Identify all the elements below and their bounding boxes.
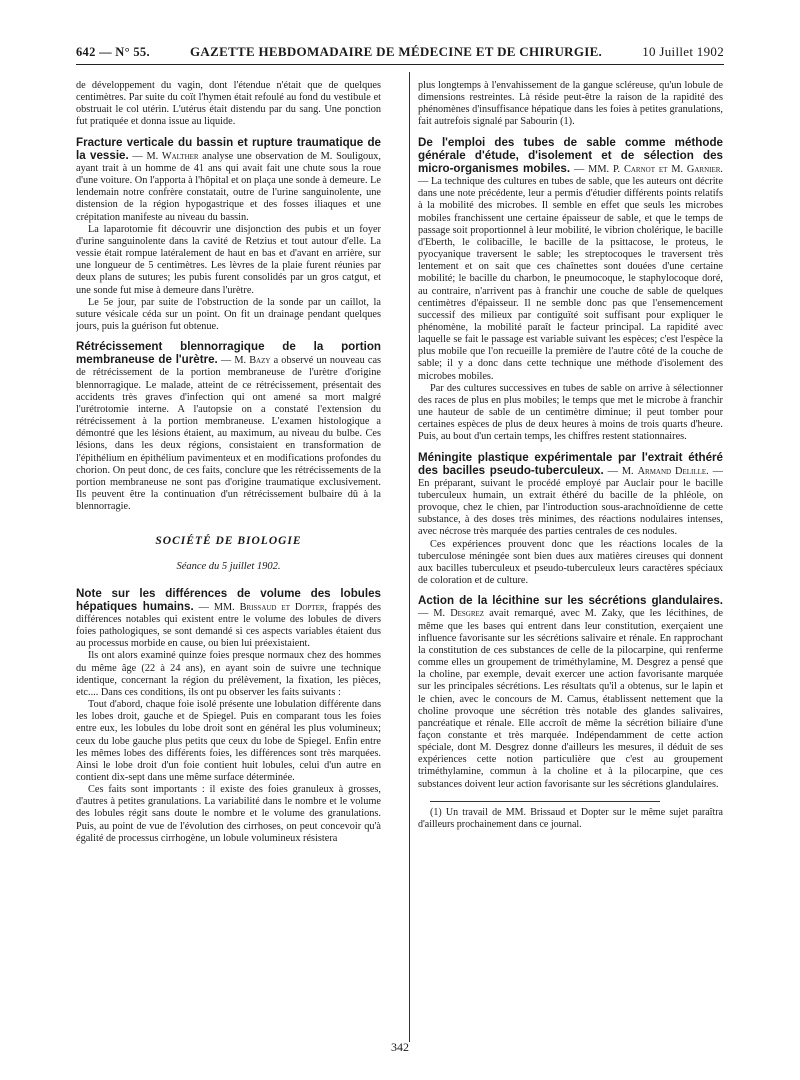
article-paragraph: — En préparant, suivant le procédé employé par Auclair pour le bacille tuberculeux humain, un extrait éthéré du bacille de la phléole, on provoque, chez le chien, par l'introduction sous-arachnoïdienne de cette substance, à des doses très minimes, des réactions nodulaires intenses, avec nécrose très marquée des parties centrales de ces nodules.: [418, 465, 723, 538]
continuation-paragraph: plus longtemps à l'envahissement de la gangue scléreuse, qu'un lobule de dimensions restreintes. Là réside peut-être la raison de la rapidité des phénomènes d'insuffisance hépatique dans les foies à petites granulations, fait autrefois signalé par Sabourin (1).: [418, 80, 723, 128]
article-title: Rétrécissement blennorragique de la portion membraneuse de l'urètre.: [76, 340, 381, 367]
article-fracture: Fracture verticale du bassin et rupture traumatique de la vessie. — M. Walther analyse une observation de M. Souligoux, ayant trait à un homme de 41 ans qui avait fait une chute sous la roue d'une voiture. On l'apporta à l'hôpital et on plaça une sonde à demeure. Le lendemain notre confrère constatait, outre de l'urine sanguinolente, une distension de la région hypogastrique et des fosses iliaques et une crépitation manifeste au niveau du bassin. La laparotomie fit découvrir une disjonction des pubis et un foyer d'urine sanguinolente dans la cavité de Retzius et tout autour d'elle. La vessie était rompue latéralement de haut en bas et d'avant en arrière, sur une longueur de 5 centimètres. Les lèvres de la plaie furent réunies par deux plans de sutures; les pubis furent consolidés par un gros catgut, et une sonde fut mise à demeure dans l'urètre. Le 5e jour, par suite de l'obstruction de la sonde par un caillot, la suture vésicale céda sur un point. On fit un drainage pendant quelques jours, puis la guérison fut obtenue.: [76, 135, 381, 332]
article-paragraph: avait remarqué, avec M. Zaky, que les lécithines, de même que les bases qui entrent dans leur constitution, exerçaient une influence favorisante sur les sécrétions salivaire et rénale. En rapprochant la constitution de ces substances de celle de la pilocarpine, qui renferme comme elles un groupement de triméthylamine, M. Desgrez a pensé que la choline, par exemple, devait exercer une action favorisante marquée sur les principales sécrétions. Les résultats qu'il a obtenus, sur le lapin et le chien, avec le concours de M. Camus, établissent nettement que la choline provoque une sécrétion très notable des glandes salivaires, pancréatique et rénale. Elle accroît de même la sécrétion biliaire d'une façon constante et très marquée. Indépendamment de cette action spéciale, dont M. Desgrez donne d'ailleurs les mesures, il déduit de ses expériences cette notion particulière que c'est au groupement triméthylamine, commun à la choline et à la pilocarpine, que ces substances doivent leur action favorisante sur les sécrétions glandulaires.: [418, 608, 723, 790]
article-author: Walther: [161, 150, 199, 162]
article-paragraph: La laparotomie fit découvrir une disjonction des pubis et un foyer d'urine sanguinolente dans la cavité de Retzius et tout autour d'elle. La vessie était rompue latéralement de haut en bas et d'avant en arrière, sur une longueur de 5 centimètres. Les lèvres de la plaie furent réunies par deux plans de sutures; les pubis furent consolidés par un gros catgut, et une sonde fut mise à demeure dans l'urètre.: [76, 223, 381, 296]
session-date: Séance du 5 juillet 1902.: [176, 561, 281, 573]
article-author: Bazy: [249, 355, 271, 367]
journal-title: GAZETTE HEBDOMADAIRE DE MÉDECINE ET DE CHIRURGIE.: [190, 44, 603, 59]
article-paragraph: Ces expériences prouvent donc que les réactions locales de la tuberculose méningée sont bien dues aux matières cireuses qui donnent aux bacilles tuberculeux et pseudo-tuberculeux leurs caractères spéciaux de coloration et de culture.: [418, 538, 723, 587]
article-tubes-de-sable: De l'emploi des tubes de sable comme méthode générale d'étude, d'isolement et de sélection des micro-organismes mobiles. — MM. P. Carnot et M. Garnier. — La technique des cultures en tubes de sable, que les auteurs ont décrite dans une note précédente, leur a permis d'étudier différents points relatifs à la mobilité des microbes. Il semble en effet que seuls les microbes mobiles franchissent une certaine épaisseur de sable, et que le temps de passage soit proportionnel à leur mobilité, le vibrion cholérique, le bacille d'Eberth, le colibacille, le bacille de la psittacose, le proteus, le pyocyanique traversent le sable; les streptocoques le traversent très lentement et on sait que ces chaînettes sont douées d'une certaine mobilité; le bacille du charbon, le pneumocoque, le staphylocoque doré, au contraire, n'arrivent pas à franchir une couche de sable de quelques centimètres d'épaisseur. Il ne semble donc pas que l'ensemencement successif des milieux par contiguïté soit suffisant pour expliquer le phénomène, la mobilité paraît le facteur principal. La rapidité avec laquelle se fait le passage est variable suivant les espèces; c'est l'espèce la plus mobile que l'on recueille la première de l'autre côté de la couche de sable; il y a donc dans cette technique une méthode d'isolement des microbes mobiles. Par des cultures successives en tubes de sable on arrive à sélectionner des races de plus en plus mobiles; le temps que met le microbe à franchir une hauteur de sable de un centimètre diminue; il peut tomber pour certaines espèces de plus de deux heures à moins de trois quarts d'heure. Puis, au bout d'un certain temps, les chiffres restent stationnaires.: [418, 135, 723, 443]
page-number: 342: [391, 1040, 409, 1054]
column-rule: [409, 72, 410, 1042]
article-paragraph: Tout d'abord, chaque foie isolé présente une lobulation différente dans les lobes droit, gauche et de Spiegel. Puis en comparant tous les foies entre eux, les lobules du lobe droit sont en général les plus volumineux; ceux du lobe gauche plus petits que ceux du lobe de Spiegel. Enfin entre les mêmes lobes des différents foies, les différences sont très marquées. Ainsi le lobe droit d'un foie contient huit lobules, celui d'un autre en contient dix-sept dans une même surface déterminée.: [76, 699, 381, 783]
footnote-rule: [430, 801, 660, 802]
article-paragraph: frappés des différences notables qui existent entre le volume des lobules de divers foies pathologiques, se sont demandé si ces aspects variables étaient dus au processus morbide en cause, ou bien lui préexistaient.: [76, 601, 381, 650]
article-lobules: Note sur les différences de volume des lobules hépatiques humains. — MM. Brissaud et Dopter, frappés des différences notables qui existent entre le volume des lobules de divers foies pathologiques, se sont demandé si ces aspects variables étaient dus au processus morbide en cause, ou bien lui préexistaient. Ils ont alors examiné quinze foies presque normaux chez des hommes du même âge (22 à 24 ans), en ayant soin de suivre une technique identique, concernant la région du prélèvement, la fixation, les pièces, etc.... Dans ces conditions, ils ont pu observer les faits suivants : Tout d'abord, chaque foie isolé présente une lobulation différente dans les lobes droit, gauche et de Spiegel. Puis en comparant tous les foies entre eux, les lobules du lobe droit sont en général les plus volumineux; ceux du lobe gauche plus petits que ceux du lobe de Spiegel. Enfin entre les mêmes lobes des différents foies, les différences sont très marquées. Ainsi le lobe droit d'un foie contient huit lobules, celui d'un autre en contient dix-sept dans une même surface déterminée. Ces faits sont importants : il existe des foies granuleux à grosses, d'autres à petites granulations. La variabilité dans le nombre et le volume des lobules régit sans doute le nombre et le volume des granulations. Puis, au point de vue de l'évolution des cirrhoses, on peut concevoir qu'à égalité de processus cirrhogène, un lobule volumineux résistera: [76, 586, 381, 844]
running-header: [76, 40, 724, 65]
article-paragraph: Ils ont alors examiné quinze foies presque normaux chez des hommes du même âge (22 à 24 ans), en ayant soin de suivre une technique identique, concernant la région du prélèvement, la fixation, les pièces, etc.... Dans ces conditions, ils ont pu observer les faits suivants :: [76, 650, 381, 698]
article-author: P. Carnot et M. Garnier.: [612, 163, 723, 175]
article-title: Méningite plastique expérimentale par l'extrait éthéré des bacilles pseudo-tuberculeux.: [418, 450, 723, 477]
article-paragraph: a observé un nouveau cas de rétrécissement de la portion membraneuse de l'urètre d'origine blennorragique. Le malade, atteint de ce rétrécissement, présentait des accidents très graves d'infection qui ont amené sa mort malgré l'urétrotomie interne. A l'autopsie on a constaté l'extension du rétrécissement à la portion membraneuse. L'examen histologique a démontré que les lésions étaient, au maximum, au niveau du bulbe. Ces lésions, dans les deux régions, consistaient en transformation de l'épithélium en épithélium pavimenteux et en modifications profondes du chorion. On peut donc, de ces faits, conclure que les rétrécissements de la portion membraneuse ne sont pas d'origine traumatique exclusivement. Ils peuvent être la continuation d'un rétrécissement bulbaire dû à la blennorragie.: [76, 355, 381, 513]
footnote: (1) Un travail de MM. Brissaud et Dopter sur le même sujet paraîtra d'ailleurs prochainement dans ce journal.: [418, 806, 723, 830]
article-lecithine: Action de la lécithine sur les sécrétions glandulaires. — M. Desgrez avait remarqué, avec M. Zaky, que les lécithines, de même que les bases qui entrent dans leur constitution, exerçaient une influence favorisante sur les sécrétions salivaire et rénale. En rapprochant la constitution de ces substances de celle de la pilocarpine, qui renferme comme elles un groupement de triméthylamine, M. Desgrez a pensé que la choline, par exemple, devait exercer une action favorisante marquée sur les principales sécrétions. Les résultats qu'il a obtenus, sur le lapin et le chien, avec le concours de M. Camus, établissent nettement que la choline provoque une sécrétion très notable des glandes salivaires, pancréatique et rénale. Elle accroît de même la sécrétion biliaire d'une façon constante et très marquée. Indépendamment de cette action spéciale, dont M. Desgrez donne d'ailleurs les mesures, il déduit de ses expériences cette notion particulière que c'est au groupement triméthylamine, commun à la choline et à la pilocarpine, que ces substances doivent leur action favorisante sur les sécrétions glandulaires.: [418, 594, 723, 790]
article-retrecissement: Rétrécissement blennorragique de la portion membraneuse de l'urètre. — M. Bazy a observé un nouveau cas de rétrécissement de la portion membraneuse de l'urètre d'origine blennorragique. Le malade, atteint de ce rétrécissement, présentait des accidents très graves d'infection qui ont amené sa mort malgré l'urétrotomie interne. A l'autopsie on a constaté l'extension du rétrécissement à la portion membraneuse. L'examen histologique a démontré que les lésions étaient, au maximum, au niveau du bulbe. Ces lésions, dans les deux régions, consistaient en transformation de l'épithélium en épithélium pavimenteux et en modifications profondes du chorion. On peut donc, de ces faits, conclure que les rétrécissements de la portion membraneuse ne sont pas d'origine traumatique exclusivement. Ils peuvent être la continuation d'un rétrécissement bulbaire dû à la blennorragie.: [76, 340, 381, 513]
left-column: [76, 80, 381, 1038]
issue-date: 10 Juillet 1902: [642, 44, 724, 59]
article-author: Armand Delille.: [637, 465, 709, 477]
page-issue-number: 642 — N° 55.: [76, 44, 150, 59]
article-meningite: Méningite plastique expérimentale par l'extrait éthéré des bacilles pseudo-tuberculeux. — M. Armand Delille. — En préparant, suivant le procédé employé par Auclair pour le bacille tuberculeux humain, un extrait éthéré du bacille de la phléole, on provoque, chez le chien, par l'introduction sous-arachnoïdienne de cette substance, à des doses très minimes, des réactions nodulaires intenses, avec nécrose très marquée des parties centrales de ces nodules. Ces expériences prouvent donc que les réactions locales de la tuberculose méningée sont bien dues aux matières cireuses qui donnent aux bacilles tuberculeux et pseudo-tuberculeux leurs caractères spéciaux de coloration et de culture.: [418, 450, 723, 587]
intro-paragraph: de développement du vagin, dont l'étendue n'était que de quelques centimètres. Par suite du coït l'hymen était refoulé au fond du vestibule et obstruait le col utérin. L'utérus était distendu par du sang. Une ponction fut pratiquée et donna issue au liquide.: [76, 80, 381, 128]
article-paragraph: Le 5e jour, par suite de l'obstruction de la sonde par un caillot, la suture vésicale céda sur un point. On fit un drainage pendant quelques jours, puis la guérison fut obtenue.: [76, 296, 381, 332]
article-paragraph: — La technique des cultures en tubes de sable, que les auteurs ont décrite dans une note précédente, leur a permis d'étudier différents points relatifs à la mobilité des microbes. Il semble en effet que seuls les microbes mobiles franchissent une certaine épaisseur de sable, et que le temps de passage soit proportionnel à leur mobilité, le vibrion cholérique, le bacille d'Eberth, le colibacille, le bacille de la psittacose, le proteus, le pyocyanique traversent le sable; les streptocoques le traversent très lentement et on sait que ces chaînettes sont douées d'une certaine mobilité; le bacille du charbon, le pneumocoque, le staphylocoque doré, au contraire, n'arrivent pas à franchir une couche de sable de quelques centimètres d'épaisseur. Il ne semble donc pas que l'ensemencement successif des milieux par contiguïté soit suffisant pour expliquer le phénomène, la mobilité paraît le facteur principal. La rapidité avec laquelle se fait le passage est variable suivant les espèces; c'est l'espèce la plus mobile que l'on recueille la première de l'autre côté de la couche de sable; il y a donc dans cette technique une méthode d'isolement des microbes mobiles.: [418, 176, 723, 382]
article-author: Desgrez: [450, 608, 485, 620]
society-heading: SOCIÉTÉ DE BIOLOGIE: [155, 535, 302, 548]
article-title: Action de la lécithine sur les sécrétions glandulaires.: [418, 594, 723, 608]
article-title: De l'emploi des tubes de sable comme méthode générale d'étude, d'isolement et de sélection des micro-organismes mobiles.: [418, 135, 723, 175]
right-column: [418, 80, 723, 1038]
article-paragraph: Ces faits sont importants : il existe des foies granuleux à grosses, d'autres à petites granulations. La variabilité dans le nombre et le volume des lobules régit sans doute le nombre et le volume des granulations. Puis, au point de vue de l'évolution des cirrhoses, on peut concevoir qu'à égalité de processus cirrhogène, un lobule volumineux résistera: [76, 784, 381, 844]
article-title: Note sur les différences de volume des lobules hépatiques humains.: [76, 586, 381, 613]
article-author: Brissaud et Dopter,: [239, 601, 328, 613]
article-paragraph: analyse une observation de M. Souligoux, ayant trait à un homme de 41 ans qui avait fait une chute sous la roue d'une voiture. On l'apporta à l'hôpital et on plaça une sonde à demeure. Le lendemain notre confrère constatait, outre de l'urine sanguinolente, une distension de la région hypogastrique et des fosses iliaques et une crépitation manifeste au niveau du bassin.: [76, 150, 381, 223]
article-paragraph: Par des cultures successives en tubes de sable on arrive à sélectionner des races de plus en plus mobiles; le temps que met le microbe à franchir une hauteur de sable de un centimètre diminue; il peut tomber pour certaines espèces de plus de deux heures à moins de trois quarts d'heure. Puis, au bout d'un certain temps, les chiffres restent stationnaires.: [418, 382, 723, 443]
article-title: Fracture verticale du bassin et rupture traumatique de la vessie.: [76, 135, 381, 162]
